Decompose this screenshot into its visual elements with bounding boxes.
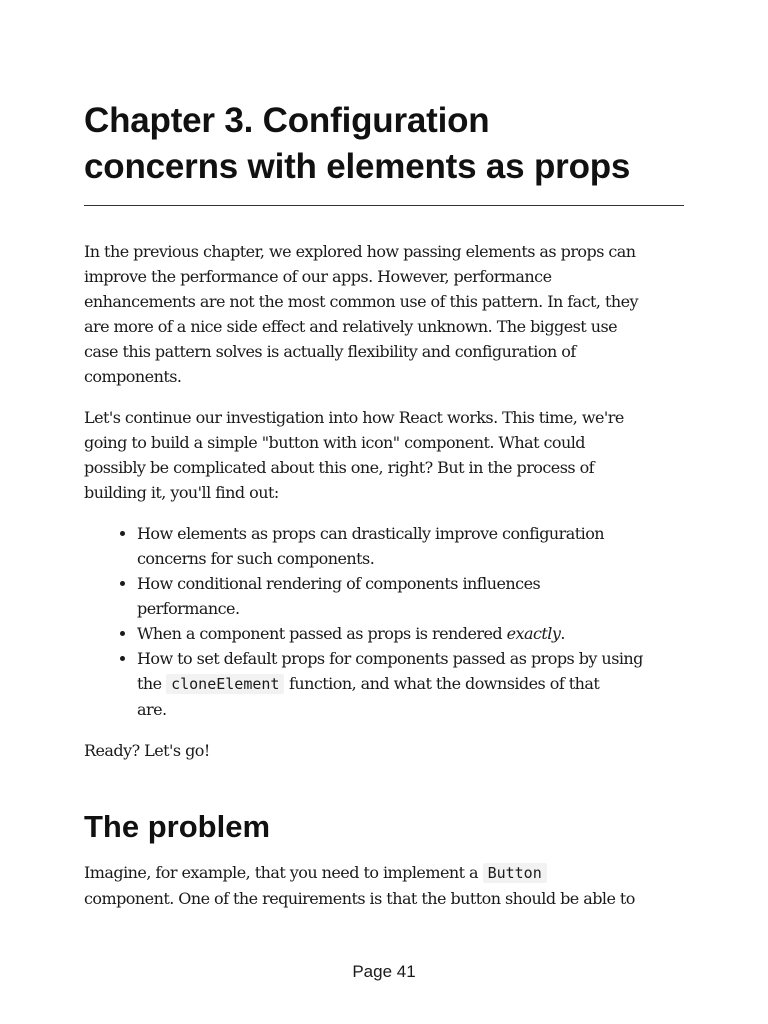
text-fragment: function, and what the downsides of that	[284, 674, 600, 693]
list-item	[137, 646, 684, 722]
text-line: improve the performance of our apps. However, performance	[84, 267, 552, 286]
text-line: In the previous chapter, we explored how passing elements as props can	[84, 242, 636, 261]
text-line: component. One of the requirements is that the button should be able to	[84, 889, 635, 908]
emphasis-text: exactly	[506, 624, 561, 643]
inline-code: cloneElement	[166, 674, 284, 694]
text-line: performance.	[137, 599, 240, 618]
inline-code: Button	[483, 863, 547, 883]
text-line: going to build a simple "button with icon" component. What could	[84, 433, 585, 452]
text-line: possibly be complicated about this one, right? But in the process of	[84, 458, 595, 477]
list-item	[137, 621, 684, 646]
text-line: are.	[137, 700, 167, 719]
list-item	[137, 521, 684, 571]
text-line: How conditional rendering of components influences	[137, 574, 541, 593]
section-paragraph	[84, 860, 684, 911]
page-number: Page 41	[352, 962, 416, 981]
chapter-title-line-2: concerns with elements as props	[84, 147, 631, 186]
page-content	[84, 98, 684, 911]
text-line: components.	[84, 367, 182, 386]
text-line: are more of a nice side effect and relatively unknown. The biggest use	[84, 317, 618, 336]
text-line: How to set default props for components passed as props by using	[137, 649, 643, 668]
title-divider	[84, 205, 684, 206]
list-item	[137, 571, 684, 621]
text-fragment: the	[137, 674, 167, 693]
text-line: When a component passed as props is rendered	[137, 624, 507, 643]
text-line: case this pattern solves is actually flexibility and configuration of	[84, 342, 576, 361]
text-line: How elements as props can drastically improve configuration	[137, 524, 605, 543]
intro-paragraph-2	[84, 405, 684, 505]
text-line: Let's continue our investigation into how React works. This time, we're	[84, 408, 624, 427]
section-title: The problem	[84, 809, 271, 844]
text-line: concerns for such components.	[137, 549, 375, 568]
chapter-title-line-1: Chapter 3. Configuration	[84, 101, 490, 140]
text-fragment: .	[560, 624, 565, 643]
intro-paragraph-1	[84, 239, 684, 389]
ready-paragraph: Ready? Let's go!	[84, 741, 210, 760]
text-line: enhancements are not the most common use of this pattern. In fact, they	[84, 292, 639, 311]
bullet-list	[84, 521, 684, 722]
chapter-title	[84, 98, 684, 190]
text-line: building it, you'll find out:	[84, 483, 279, 502]
text-fragment: Imagine, for example, that you need to implement a	[84, 863, 483, 882]
